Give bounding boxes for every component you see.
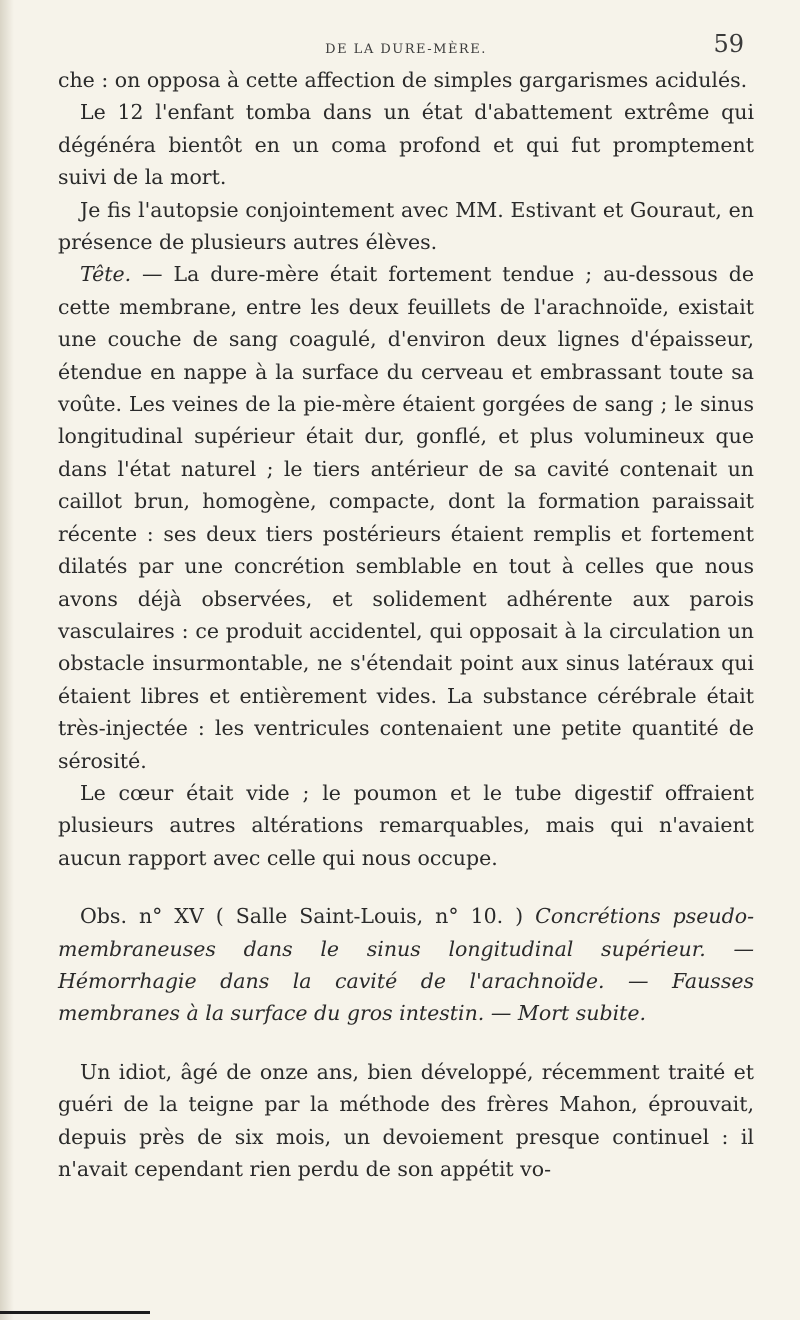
section-label-tete: Tête. (80, 262, 132, 287)
page-body (58, 64, 754, 1185)
paragraph-coma: Le 12 l'enfant tomba dans un état d'abattement extrême qui dégénéra bientôt en un coma profond et qui fut promptement suivi de la mort. (58, 100, 754, 190)
paragraph-heart: Le cœur était vide ; le poumon et le tube digestif offraient plusieurs autres altérations remarquables, mais qui n'avaient aucun rapport avec celle qui nous occupe. (58, 780, 754, 870)
paragraph-head-findings (58, 258, 754, 777)
head-findings-text: — La dure-mère était fortement tendue ; au-dessous de cette membrane, entre les deux feuillets de l'arachnoïde, existait une couche de sang coagulé, d'environ deux lignes d'épaisseur, étendue en nappe à la surface du cerveau et embrassant toute sa voûte. Les veines de la pie-mère étaient gorgées de sang ; le sinus longitudinal supérieur était dur, gonflé, et plus volumineux que dans l'état naturel ; le tiers antérieur de sa cavité contenait un caillot brun, homogène, compacte, dont la formation paraissait récente : ses deux tiers postérieurs étaient remplis et fortement dilatés par une concrétion semblable en tout à celles que nous avons déjà observées, et solidement adhérente aux parois vasculaires : ce produit accidentel, qui opposait à la circulation un obstacle insurmontable, ne s'étendait point aux sinus latéraux qui étaient libres et entièrement vides. La substance cérébrale était très-injectée : les ventricules contenaient une petite quantité de sérosité. (58, 262, 754, 773)
running-header (58, 30, 754, 64)
section-gap (58, 874, 754, 900)
page-number: 59 (713, 30, 744, 58)
observation-heading (58, 900, 754, 1030)
paragraph-continuation: che : on opposa à cette affection de simples gargarismes acidulés. (58, 68, 748, 92)
observation-title: Concrétions pseudo-membraneuses dans le sinus longitudinal supérieur. — Hémorrhagie dans la cavité de l'arachnoïde. — Fausses membranes à la surface du gros intestin. — Mort subite. (58, 904, 755, 1026)
bottom-edge-rule (0, 1311, 150, 1314)
paragraph-idiot-case: Un idiot, âgé de onze ans, bien développé, récemment traité et guéri de la teigne par la méthode des frères Mahon, éprouvait, depuis près de six mois, un devoiement presque continuel : il n'avait cependant rien perdu de son appétit vo- (58, 1059, 754, 1181)
section-gap-2 (58, 1030, 754, 1056)
running-title: DE LA DURE-MÈRE. (325, 42, 487, 57)
paragraph-autopsy: Je fis l'autopsie conjointement avec MM. Estivant et Gouraut, en présence de plusieurs autres élèves. (58, 197, 754, 255)
page-gutter-shadow (0, 0, 14, 1320)
observation-prefix: Obs. n° XV ( Salle Saint-Louis, n° 10. ) (80, 904, 536, 929)
